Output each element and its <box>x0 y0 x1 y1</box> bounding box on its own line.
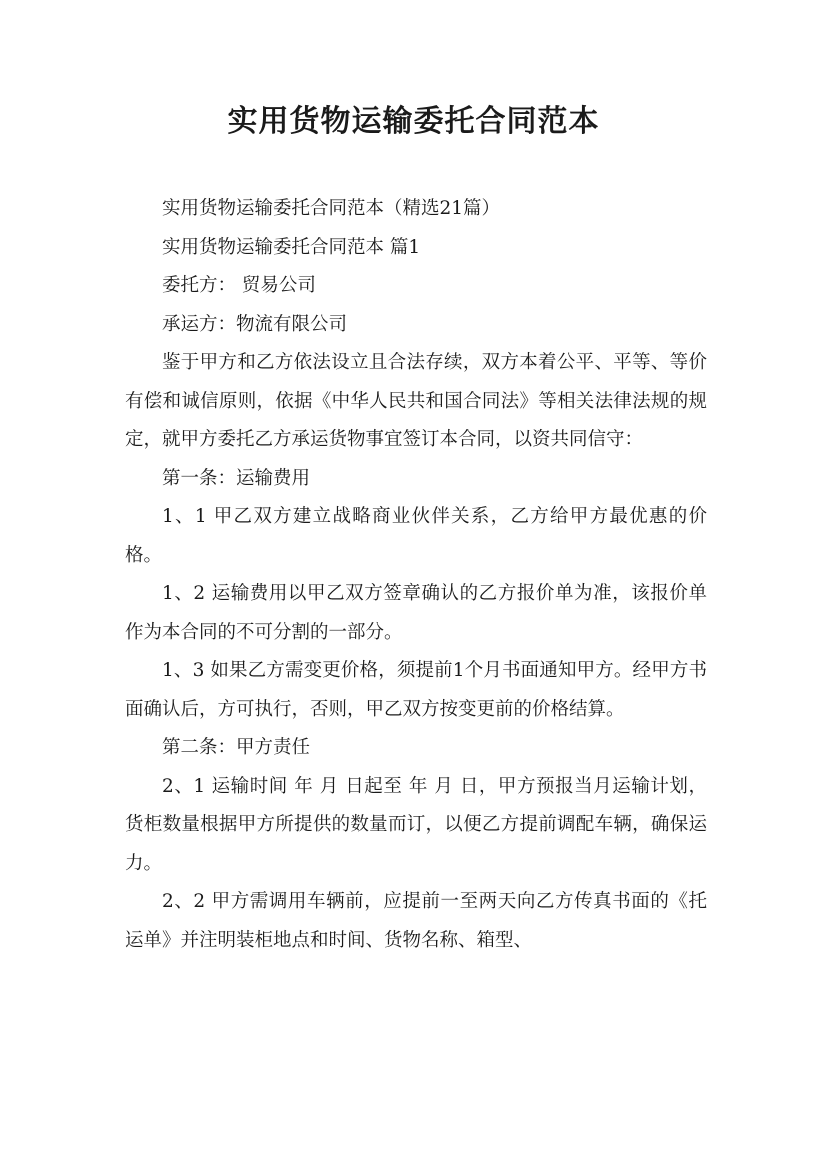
paragraph-clause-2-1: 2、1 运输时间 年 月 日起至 年 月 日，甲方预报当月运输计划，货柜数量根据甲方所提供的数量而订，以便乙方提前调配车辆，确保运力。 <box>125 775 707 874</box>
paragraph-subtitle: 实用货物运输委托合同范本（精选21篇） <box>162 198 501 219</box>
paragraph-section-heading: 实用货物运输委托合同范本 篇1 <box>162 236 421 258</box>
paragraph-client: 委托方： 贸易公司 <box>162 275 316 296</box>
paragraph-article-1-heading: 第一条：运输费用 <box>162 467 311 489</box>
paragraph-clause-1-2: 1、2 运输费用以甲乙双方签章确认的乙方报价单为准，该报价单作为本合同的不可分割的一部分。 <box>125 583 707 643</box>
paragraph-carrier: 承运方：物流有限公司 <box>162 313 348 335</box>
paragraph-clause-1-1: 1、1 甲乙双方建立战略商业伙伴关系，乙方给甲方最优惠的价格。 <box>125 506 707 566</box>
document-body <box>125 190 707 960</box>
paragraph-preamble: 鉴于甲方和乙方依法设立且合法存续，双方本着公平、平等、等价有偿和诚信原则，依据《中华人民共和国合同法》等相关法律法规的规定，就甲方委托乙方承运货物事宜签订本合同，以资共同信守： <box>125 352 707 450</box>
document-title: 实用货物运输委托合同范本 <box>227 104 600 139</box>
paragraph-clause-1-3: 1、3 如果乙方需变更价格，须提前1个月书面通知甲方。经甲方书面确认后，方可执行，否则，甲乙双方按变更前的价格结算。 <box>125 660 707 720</box>
paragraph-clause-2-2: 2、2 甲方需调用车辆前，应提前一至两天向乙方传真书面的《托运单》并注明装柜地点和时间、货物名称、箱型、 <box>125 891 707 951</box>
paragraph-article-2-heading: 第二条：甲方责任 <box>162 737 311 758</box>
